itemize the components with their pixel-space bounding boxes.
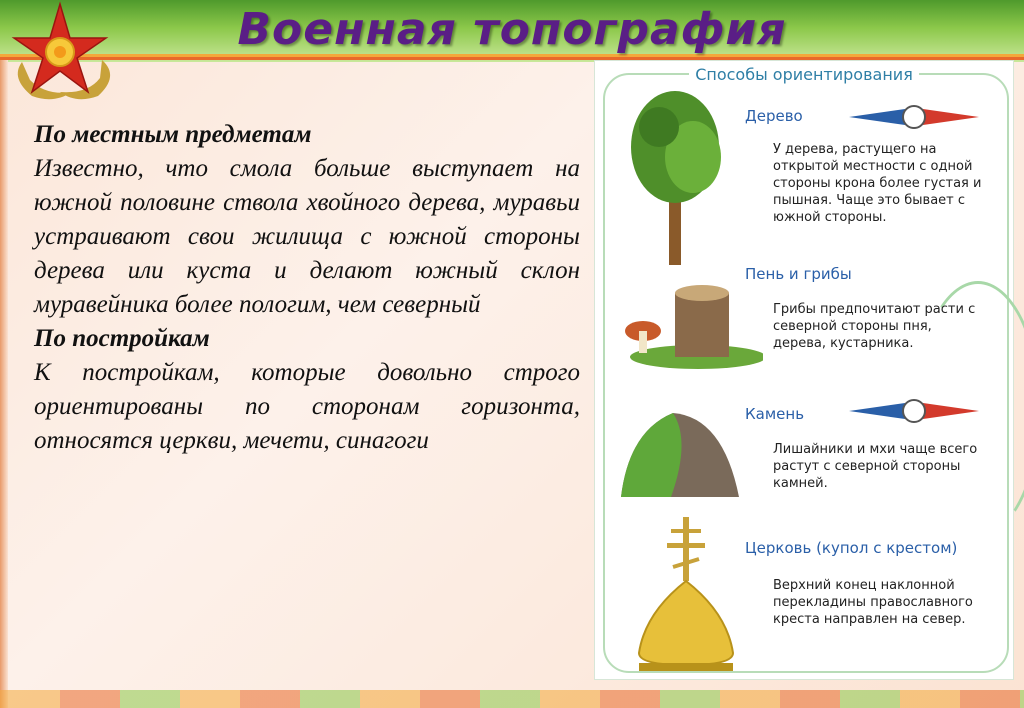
section-text-buildings: К постройкам, которые довольно строго ориентированы по сторонам горизонта, относятся церкви, мечети, синагоги xyxy=(34,359,580,454)
figure-desc-church: Верхний конец наклонной перекладины православного креста направлен на север. xyxy=(773,578,973,627)
page-title: Военная топография xyxy=(237,4,787,55)
section-text-local-objects: Известно, что смола больше выступает на южной половине ствола хвойного дерева, муравьи устраивают свои жилища с южной стороны дерева или куста и делают южный склон муравейника более пологим, чем северный xyxy=(34,155,580,318)
stump-and-mushrooms-icon xyxy=(613,275,763,375)
figure-label-tree: Дерево xyxy=(745,107,803,125)
compass-needle-stone-icon xyxy=(849,399,979,423)
figure-label-stone: Камень xyxy=(745,405,805,423)
figure-title: Способы ориентирования xyxy=(595,65,1013,84)
figure-label-stump: Пень и грибы xyxy=(745,265,852,283)
orientation-figure xyxy=(594,60,1014,680)
figure-desc-tree: У дерева, растущего на открытой местности с одной стороны крона более густая и пышная. Чаще это бывает с южной стороны. xyxy=(773,142,982,225)
main-text xyxy=(34,118,580,458)
tree-icon xyxy=(617,87,737,267)
figure-desc-stone: Лишайники и мхи чаще всего растут с северной стороны камней. xyxy=(773,442,978,491)
left-edge-decoration xyxy=(0,60,8,708)
mossy-stone-icon xyxy=(615,401,745,501)
section-heading-buildings: По постройкам xyxy=(34,325,210,352)
figure-desc-stump: Грибы предпочитают расти с северной стороны пня, дерева, кустарника. xyxy=(773,302,976,351)
bottom-stripes xyxy=(0,690,1024,708)
church-dome-icon xyxy=(631,513,741,679)
compass-needle-tree-icon xyxy=(849,105,979,129)
section-heading-local-objects: По местным предметам xyxy=(34,121,312,148)
figure-label-church: Церковь (купол с крестом) xyxy=(745,539,958,557)
